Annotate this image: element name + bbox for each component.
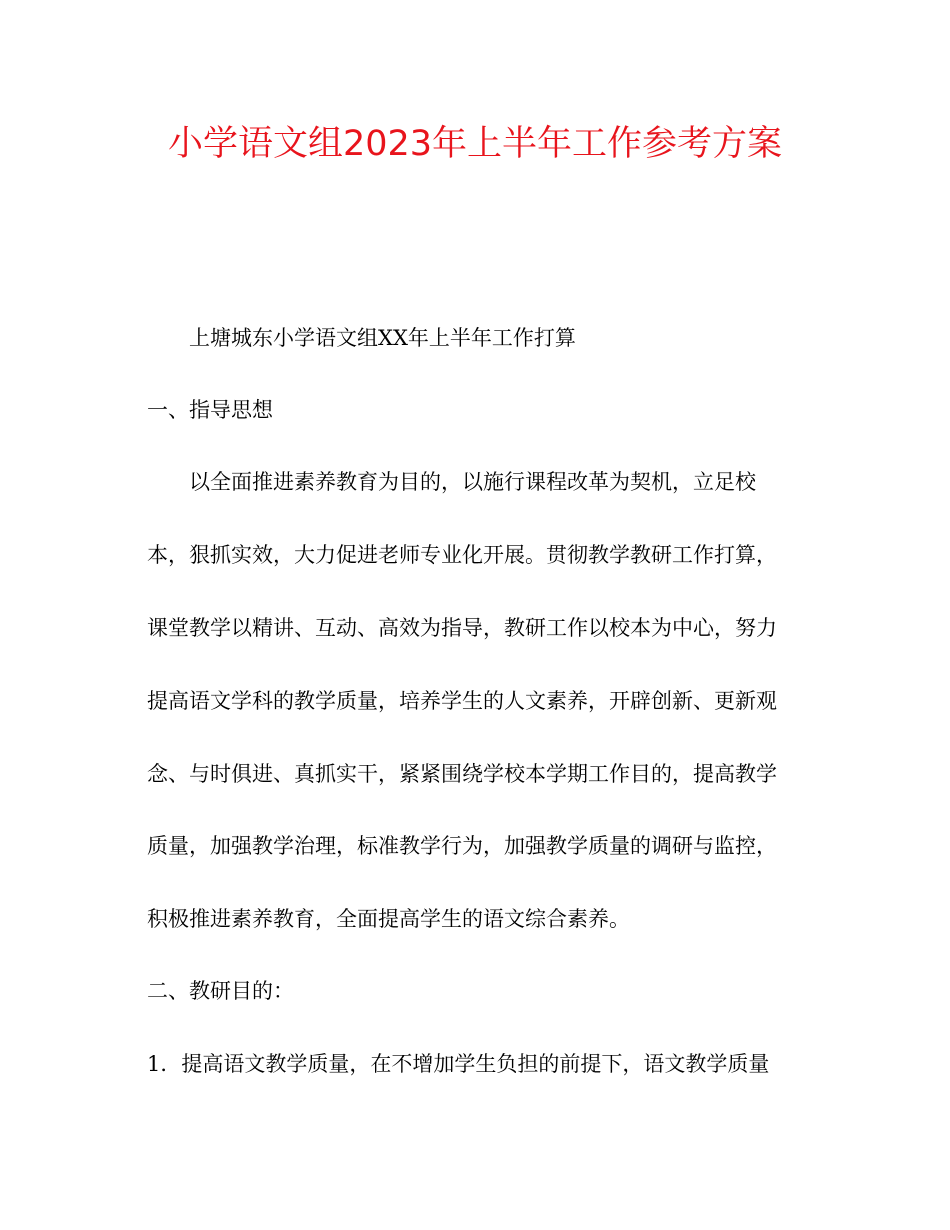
document-title: 小学语文组2023年上半年工作参考方案 [167,124,783,164]
list-item: 1．提高语文教学质量，在不增加学生负担的前提下，语文教学质量 [147,1052,770,1076]
document-subtitle: 上塘城东小学语文组XX年上半年工作打算 [189,326,576,350]
paragraph-line: 本，狠抓实效，大力促进老师专业化开展。贯彻教学教研工作打算， [147,543,777,567]
paragraph-line: 课堂教学以精讲、互动、高效为指导，教研工作以校本为中心，努力 [147,616,777,640]
section-heading-guiding-thought: 一、指导思想 [147,398,273,422]
section-heading-research-goals: 二、教研目的： [147,979,294,1003]
paragraph-line: 念、与时俱进、真抓实干，紧紧围绕学校本学期工作目的，提高教学 [147,762,777,786]
paragraph-line: 积极推进素养教育，全面提高学生的语文综合素养。 [147,907,630,931]
paragraph-line: 提高语文学科的教学质量，培养学生的人文素养，开辟创新、更新观 [147,689,777,713]
paragraph-line: 质量，加强教学治理，标准教学行为，加强教学质量的调研与监控， [147,834,777,858]
paragraph-line: 以全面推进素养教育为目的，以施行课程改革为契机，立足校 [189,470,756,494]
